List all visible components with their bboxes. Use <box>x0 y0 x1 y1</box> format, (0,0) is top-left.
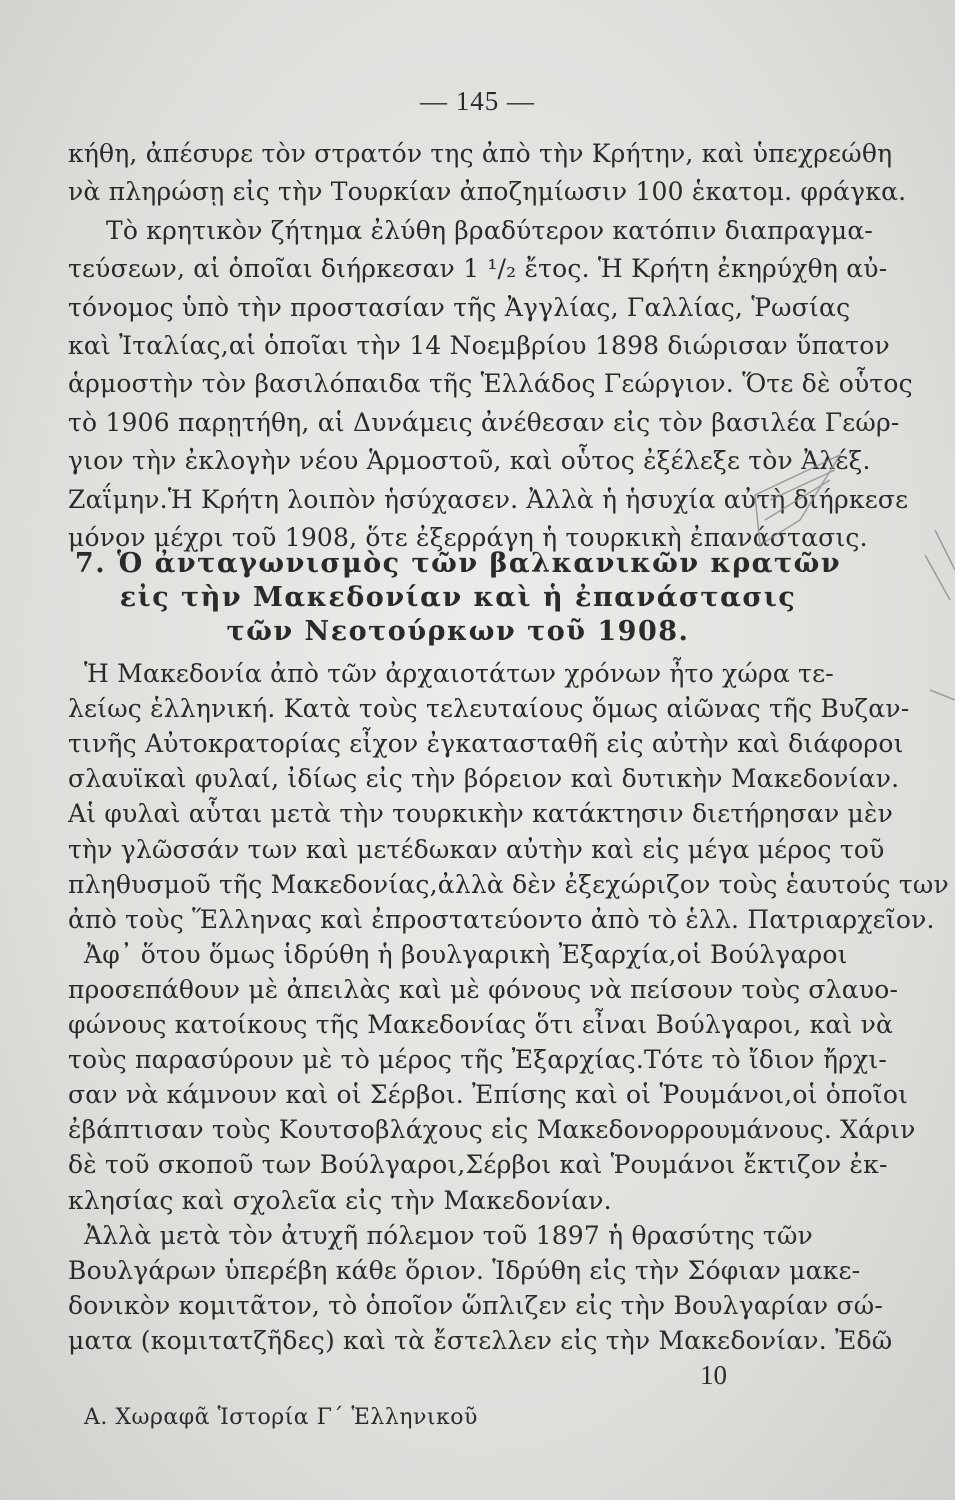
text-line: τοὺς παρασύρουν μὲ τὸ μέρος τῆς Ἐξαρχίας.Τότε τὸ ἴδιον ἤρχι- <box>68 1045 888 1075</box>
text-line: γιον τὴν ἐκλογὴν νέου Ἁρμοστοῦ, καὶ οὗτος ἐξέλεξε τὸν Ἀλέξ. <box>68 446 871 476</box>
text-line: ματα (κομιτατζῆδες) καὶ τὰ ἔστελλεν εἰς τὴν Μακεδονίαν. Ἐδῶ <box>68 1325 893 1355</box>
text-line: Τὸ κρητικὸν ζήτημα ἐλύθη βραδύτερον κατόπιν διαπραγμα- <box>106 215 874 245</box>
text-line: τόνομος ὑπὸ τὴν προστασίαν τῆς Ἀγγλίας, Γαλλίας, Ῥωσίας <box>68 292 851 322</box>
pencil-scribble-line-1 <box>770 470 835 500</box>
pencil-margin-stroke-1 <box>935 530 955 570</box>
text-line: πληθυσμοῦ τῆς Μακεδονίας,ἀλλὰ δὲν ἐξεχώριζον τοὺς ἑαυτούς των <box>68 869 949 899</box>
text-line: Ἀφ᾽ ὅτου ὅμως ἱδρύθη ἡ βουλγαρικὴ Ἐξαρχία,οἱ Βούλγαροι <box>84 939 848 969</box>
heading-line: 7. Ὁ ἀνταγωνισμὸς τῶν βαλκανικῶν κρατῶν <box>74 548 842 579</box>
text-line: λείως ἑλληνική. Κατὰ τοὺς τελευταίους ὅμως αἰῶνας τῆς Βυζαν- <box>68 694 910 724</box>
text-line: Βουλγάρων ὑπερέβη κάθε ὅριον. Ἱδρύθη εἰς τὴν Σόφιαν μακε- <box>68 1255 861 1285</box>
text-line: δονικὸν κομιτᾶτον, τὸ ὁποῖον ὥπλιζεν εἰς τὴν Βουλγαρίαν σώ- <box>68 1290 883 1320</box>
text-line: τινῆς Αὐτοκρατορίας εἶχον ἐγκατασταθῆ εἰς αὐτὴν καὶ διάφοροι <box>68 729 904 759</box>
heading-line: εἰς τὴν Μακεδονίαν καὶ ἡ ἐπανάστασις <box>119 582 797 613</box>
text-line: ἀπὸ τοὺς Ἕλληνας καὶ ἐπροστατεύοντο ἀπὸ τὸ ἑλλ. Πατριαρχεῖον. <box>68 904 935 934</box>
text-line: τὴν γλῶσσάν των καὶ μετέδωκαν αὐτὴν καὶ εἰς μέγα μέρος τοῦ <box>68 834 885 864</box>
text-line: τεύσεων, αἱ ὁποῖαι διήρκεσαν 1 ¹/₂ ἔτος. Ἡ Κρήτη ἐκηρύχθη αὐ- <box>68 254 888 284</box>
text-line: ἐβάπτισαν τοὺς Κουτσοβλάχους εἰς Μακεδονορρουμάνους. Χάριν <box>68 1115 916 1145</box>
text-line: κλησίας καὶ σχολεῖα εἰς τὴν Μακεδονίαν. <box>68 1185 612 1215</box>
text-line: μόνον μέχρι τοῦ 1908, ὅτε ἐξερράγη ἡ τουρκικὴ ἐπανάστασις. <box>68 523 868 552</box>
pencil-margin-stroke-2 <box>925 555 950 600</box>
text-line: Ἡ Μακεδονία ἀπὸ τῶν ἀρχαιοτάτων χρόνων ἦτο χώρα τε- <box>84 659 834 688</box>
pencil-margin-stroke-3 <box>930 690 955 700</box>
text-line: νὰ πληρώσῃ εἰς τὴν Τουρκίαν ἀποζημίωσιν 100 ἑκατομ. φράγκα. <box>68 177 907 207</box>
printer-signature-mark: 10 <box>700 1360 727 1390</box>
text-line: τὸ 1906 παρῃτήθη, αἱ Δυνάμεις ἀνέθεσαν εἰς τὸν βασιλέα Γεώρ- <box>68 407 900 437</box>
text-line: σαν νὰ κάμνουν καὶ οἱ Σέρβοι. Ἐπίσης καὶ οἱ Ῥουμάνοι,οἱ ὁποῖοι <box>68 1080 909 1110</box>
text-line: καὶ Ἰταλίας,αἱ ὁποῖαι τὴν 14 Νοεμβρίου 1898 διώρισαν ὕπατον <box>68 331 890 360</box>
text-line: φώνους κατοίκους τῆς Μακεδονίας ὅτι εἶναι Βούλγαροι, καὶ νὰ <box>68 1010 894 1039</box>
text-line: ἁρμοστὴν τὸν βασιλόπαιδα τῆς Ἑλλάδος Γεώργιον. Ὅτε δὲ οὗτος <box>68 369 913 399</box>
text-line: σλαυϊκαὶ φυλαί, ἰδίως εἰς τὴν βόρειον καὶ δυτικὴν Μακεδονίαν. <box>68 764 900 794</box>
footer-book-title: Α. Χωραφᾶ Ἱστορία Γ´ Ἑλληνικοῦ <box>84 1405 478 1430</box>
heading-line: τῶν Νεοτούρκων τοῦ 1908. <box>226 616 690 647</box>
text-line: Ζαΐμην.Ἡ Κρήτη λοιπὸν ἡσύχασεν. Ἀλλὰ ἡ ἡσυχία αὐτὴ διήρκεσε <box>68 484 909 514</box>
text-line: κήθη, ἀπέσυρε τὸν στρατόν της ἀπὸ τὴν Κρήτην, καὶ ὑπεχρεώθη <box>68 139 893 168</box>
text-line: Ἀλλὰ μετὰ τὸν ἀτυχῆ πόλεμον τοῦ 1897 ἡ θρασύτης τῶν <box>84 1220 813 1250</box>
page-number-header: — 145 — <box>420 86 535 116</box>
text-line: προσεπάθουν μὲ ἀπειλὰς καὶ μὲ φόνους νὰ πείσουν τοὺς σλαυο- <box>68 974 899 1004</box>
text-line: Αἱ φυλαὶ αὗται μετὰ τὴν τουρκικὴν κατάκτησιν διετήρησαν μὲν <box>68 799 893 829</box>
text-line: δὲ τοῦ σκοποῦ των Βούλγαροι,Σέρβοι καὶ Ῥουμάνοι ἔκτιζον ἐκ- <box>68 1150 888 1180</box>
